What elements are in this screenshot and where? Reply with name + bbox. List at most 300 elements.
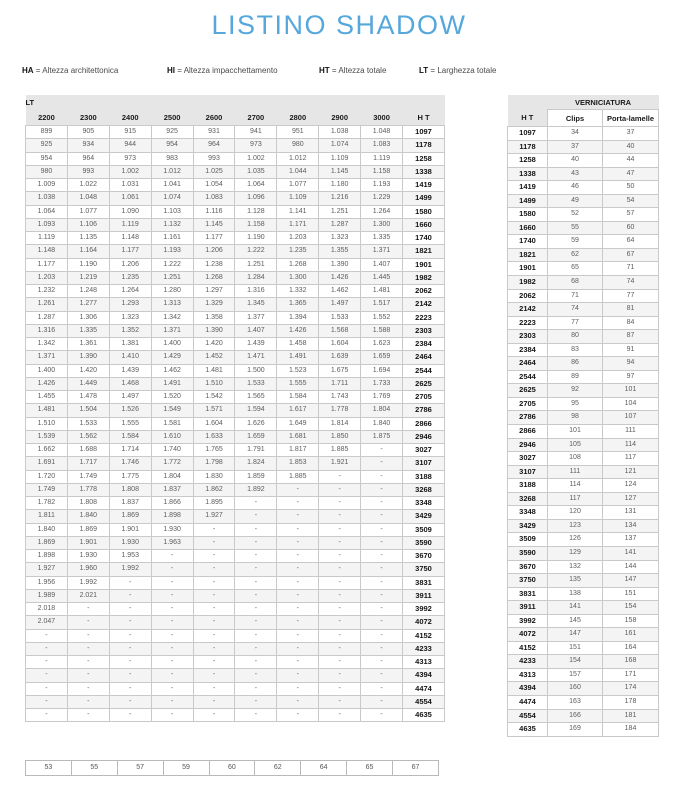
- price-cell: 2.021: [67, 589, 109, 602]
- price-cell: -: [193, 656, 235, 669]
- price-cell: 1.371: [361, 245, 403, 258]
- price-cell: 1.711: [319, 377, 361, 390]
- verniciatura-cell: 145: [548, 614, 603, 628]
- ht-cell: 3348: [403, 497, 445, 510]
- ht-cell: 3750: [403, 563, 445, 576]
- price-cell: -: [67, 656, 109, 669]
- price-cell: 1.371: [26, 351, 68, 364]
- price-cell: -: [193, 669, 235, 682]
- price-row: [26, 470, 445, 483]
- price-row: [26, 285, 445, 298]
- price-cell: -: [277, 642, 319, 655]
- price-cell: 1.371: [151, 324, 193, 337]
- price-cell: 1.022: [67, 179, 109, 192]
- price-cell: -: [319, 682, 361, 695]
- bottom-strip: [25, 760, 439, 776]
- ht-cell: 3268: [508, 492, 548, 506]
- price-cell: 1.840: [26, 523, 68, 536]
- price-cell: 1.542: [193, 391, 235, 404]
- price-cell: 1.901: [67, 536, 109, 549]
- legend-sep: =: [331, 66, 337, 75]
- price-cell: -: [193, 616, 235, 629]
- price-cell: 1.232: [26, 285, 68, 298]
- price-cell: -: [151, 603, 193, 616]
- ht-cell: 3348: [508, 506, 548, 520]
- ht-cell: 3027: [403, 444, 445, 457]
- verniciatura-table-header: [508, 95, 659, 127]
- price-cell: 2.018: [26, 603, 68, 616]
- price-cell: 1.588: [361, 324, 403, 337]
- price-cell: -: [26, 629, 68, 642]
- price-cell: 1.555: [109, 417, 151, 430]
- price-cell: -: [193, 563, 235, 576]
- verniciatura-cell: 131: [603, 506, 659, 520]
- price-cell: 1.238: [193, 258, 235, 271]
- price-cell: -: [277, 656, 319, 669]
- price-cell: 973: [235, 139, 277, 152]
- price-cell: 1.077: [277, 179, 319, 192]
- price-cell: 1.158: [235, 218, 277, 231]
- price-row: [26, 179, 445, 192]
- price-cell: 1.407: [361, 258, 403, 271]
- price-cell: 1.562: [67, 430, 109, 443]
- ht-cell: 2384: [403, 338, 445, 351]
- price-cell: 1.520: [151, 391, 193, 404]
- price-cell: -: [151, 656, 193, 669]
- ht-cell: 3429: [508, 519, 548, 533]
- verniciatura-cell: 83: [548, 343, 603, 357]
- price-cell: -: [235, 709, 277, 722]
- price-cell: 1.002: [109, 165, 151, 178]
- price-cell: 1.462: [151, 364, 193, 377]
- price-cell: 1.811: [26, 510, 68, 523]
- strip-cell: 59: [163, 761, 209, 776]
- price-cell: -: [319, 497, 361, 510]
- price-cell: -: [193, 629, 235, 642]
- ht-cell: 2866: [403, 417, 445, 430]
- price-cell: -: [151, 629, 193, 642]
- price-row: [26, 576, 445, 589]
- price-cell: 1.355: [319, 245, 361, 258]
- price-cell: 931: [193, 126, 235, 139]
- price-cell: 1.604: [319, 338, 361, 351]
- verniciatura-cell: 101: [548, 425, 603, 439]
- ht-cell: 2142: [508, 303, 548, 317]
- price-cell: -: [26, 695, 68, 708]
- verniciatura-row: [508, 709, 659, 723]
- price-cell: -: [361, 444, 403, 457]
- price-cell: -: [277, 695, 319, 708]
- price-cell: 1.177: [109, 245, 151, 258]
- price-cell: 1.400: [26, 364, 68, 377]
- price-cell: -: [277, 550, 319, 563]
- price-cell: -: [319, 563, 361, 576]
- price-cell: -: [235, 576, 277, 589]
- price-cell: 1.439: [235, 338, 277, 351]
- ht-cell: 1901: [508, 262, 548, 276]
- price-cell: 1.853: [277, 457, 319, 470]
- price-cell: 1.044: [277, 165, 319, 178]
- price-cell: -: [319, 603, 361, 616]
- verniciatura-cell: 137: [603, 533, 659, 547]
- price-row: [26, 218, 445, 231]
- price-cell: 1.335: [67, 324, 109, 337]
- strip-cell: 60: [209, 761, 255, 776]
- price-cell: 1.135: [67, 232, 109, 245]
- verniciatura-row: [508, 289, 659, 303]
- price-row: [26, 271, 445, 284]
- price-cell: -: [193, 642, 235, 655]
- price-cell: 1.323: [109, 311, 151, 324]
- price-cell: -: [109, 576, 151, 589]
- price-cell: 1.956: [26, 576, 68, 589]
- price-cell: 1.510: [26, 417, 68, 430]
- price-cell: 915: [109, 126, 151, 139]
- price-cell: 1.814: [319, 417, 361, 430]
- price-cell: 1.009: [26, 179, 68, 192]
- verniciatura-cell: 57: [603, 208, 659, 222]
- ht-cell: 2866: [508, 425, 548, 439]
- price-cell: 1.594: [235, 404, 277, 417]
- verniciatura-cell: 40: [603, 140, 659, 154]
- ht-cell: 3509: [508, 533, 548, 547]
- price-cell: -: [235, 669, 277, 682]
- price-row: [26, 550, 445, 563]
- verniciatura-cell: 157: [548, 668, 603, 682]
- price-cell: 1.093: [26, 218, 68, 231]
- verniciatura-cell: 67: [603, 248, 659, 262]
- price-cell: 1.749: [26, 483, 68, 496]
- price-row: [26, 444, 445, 457]
- verniciatura-row: [508, 235, 659, 249]
- price-cell: 1.145: [319, 165, 361, 178]
- price-cell: -: [26, 642, 68, 655]
- ht-cell: 2303: [403, 324, 445, 337]
- legend-item-ht: [319, 66, 386, 75]
- price-cell: -: [361, 536, 403, 549]
- price-cell: 1.953: [109, 550, 151, 563]
- price-cell: -: [193, 589, 235, 602]
- price-row: [26, 126, 445, 139]
- price-cell: 1.377: [235, 311, 277, 324]
- price-cell: 1.313: [151, 298, 193, 311]
- price-cell: 1.048: [67, 192, 109, 205]
- price-cell: 1.248: [67, 285, 109, 298]
- strip-cell: 57: [117, 761, 163, 776]
- price-row: [26, 682, 445, 695]
- price-cell: 1.898: [151, 510, 193, 523]
- price-row: [26, 709, 445, 722]
- price-cell: 1.824: [235, 457, 277, 470]
- verniciatura-cell: 71: [548, 289, 603, 303]
- ht-cell: 2303: [508, 330, 548, 344]
- price-cell: 1.992: [67, 576, 109, 589]
- verniciatura-column-porta-lamelle: Porta-lamelle: [603, 110, 659, 127]
- price-cell: 1.927: [193, 510, 235, 523]
- price-cell: -: [235, 497, 277, 510]
- price-cell: 1.691: [26, 457, 68, 470]
- price-cell: 1.804: [151, 470, 193, 483]
- price-cell: -: [235, 642, 277, 655]
- price-cell: 1.161: [151, 232, 193, 245]
- price-cell: -: [109, 603, 151, 616]
- price-cell: 1.148: [109, 232, 151, 245]
- price-cell: 1.869: [67, 523, 109, 536]
- verniciatura-title-row: [508, 95, 659, 110]
- price-cell: 1.193: [361, 179, 403, 192]
- price-cell: 1.035: [235, 165, 277, 178]
- ht-cell: 4474: [508, 695, 548, 709]
- price-cell: 944: [109, 139, 151, 152]
- price-cell: 1.077: [67, 205, 109, 218]
- verniciatura-row: [508, 248, 659, 262]
- price-cell: 1.361: [67, 338, 109, 351]
- ht-cell: 3509: [403, 523, 445, 536]
- verniciatura-cell: 52: [548, 208, 603, 222]
- ht-cell: 1740: [403, 232, 445, 245]
- price-cell: 1.280: [151, 285, 193, 298]
- price-cell: 1.714: [109, 444, 151, 457]
- verniciatura-cell: 123: [548, 519, 603, 533]
- price-cell: 1.840: [361, 417, 403, 430]
- price-cell: -: [361, 709, 403, 722]
- legend-desc-lt: Larghezza totale: [437, 66, 497, 75]
- verniciatura-row: [508, 655, 659, 669]
- price-cell: -: [319, 616, 361, 629]
- verniciatura-column-clips: Clips: [548, 110, 603, 127]
- price-cell: 1.491: [151, 377, 193, 390]
- price-row: [26, 430, 445, 443]
- price-cell: 1.206: [193, 245, 235, 258]
- price-cell: 1.358: [193, 311, 235, 324]
- ht-cell: 2464: [403, 351, 445, 364]
- price-cell: 1.119: [361, 152, 403, 165]
- legend-sep: =: [430, 66, 436, 75]
- price-cell: 1.471: [235, 351, 277, 364]
- verniciatura-cell: 95: [548, 397, 603, 411]
- ht-cell: 3911: [508, 601, 548, 615]
- price-cell: 1.778: [67, 483, 109, 496]
- ht-cell: 1580: [403, 205, 445, 218]
- price-cell: -: [319, 576, 361, 589]
- price-cell: 1.390: [193, 324, 235, 337]
- ht-cell: 3268: [403, 483, 445, 496]
- ht-cell: 1419: [403, 179, 445, 192]
- price-row: [26, 536, 445, 549]
- price-row: [26, 656, 445, 669]
- ht-cell: 1821: [403, 245, 445, 258]
- verniciatura-cell: 104: [603, 397, 659, 411]
- price-cell: 1.216: [319, 192, 361, 205]
- price-row: [26, 258, 445, 271]
- price-cell: 1.109: [319, 152, 361, 165]
- price-cell: 1.064: [26, 205, 68, 218]
- verniciatura-cell: 178: [603, 695, 659, 709]
- price-cell: 1.746: [109, 457, 151, 470]
- price-cell: 1.468: [109, 377, 151, 390]
- price-cell: -: [319, 709, 361, 722]
- ht-cell: 2625: [403, 377, 445, 390]
- price-cell: 1.617: [277, 404, 319, 417]
- ht-cell: 4072: [508, 628, 548, 642]
- price-cell: 1.251: [319, 205, 361, 218]
- ht-cell: 1338: [403, 165, 445, 178]
- price-cell: 1.390: [319, 258, 361, 271]
- price-cell: 1.064: [235, 179, 277, 192]
- price-cell: -: [235, 695, 277, 708]
- price-cell: 1.429: [151, 351, 193, 364]
- price-cell: 1.930: [151, 523, 193, 536]
- price-cell: -: [193, 682, 235, 695]
- price-cell: -: [67, 709, 109, 722]
- price-cell: 1.840: [67, 510, 109, 523]
- price-cell: 1.222: [151, 258, 193, 271]
- price-cell: 1.765: [193, 444, 235, 457]
- verniciatura-cell: 64: [603, 235, 659, 249]
- legend-sep: =: [35, 66, 41, 75]
- price-cell: 1.342: [26, 338, 68, 351]
- price-cell: 1.012: [151, 165, 193, 178]
- price-cell: -: [361, 510, 403, 523]
- price-row: [26, 563, 445, 576]
- price-cell: 1.268: [193, 271, 235, 284]
- legend-item-hi: [167, 66, 278, 75]
- price-cell: 1.662: [26, 444, 68, 457]
- price-cell: 1.837: [151, 483, 193, 496]
- verniciatura-row: [508, 154, 659, 168]
- price-cell: 1.400: [151, 338, 193, 351]
- price-cell: 1.659: [361, 351, 403, 364]
- price-cell: -: [193, 709, 235, 722]
- verniciatura-cell: 181: [603, 709, 659, 723]
- ht-cell: 4072: [403, 616, 445, 629]
- price-cell: 1.420: [67, 364, 109, 377]
- price-cell: -: [277, 589, 319, 602]
- price-cell: -: [26, 669, 68, 682]
- price-cell: 1.921: [319, 457, 361, 470]
- price-cell: 1.869: [109, 510, 151, 523]
- verniciatura-columns-row: [508, 110, 659, 127]
- price-row: [26, 642, 445, 655]
- ht-cell: 3992: [403, 603, 445, 616]
- price-cell: 1.610: [151, 430, 193, 443]
- price-cell: 1.394: [277, 311, 319, 324]
- ht-cell: 4554: [403, 695, 445, 708]
- price-cell: 1.481: [361, 285, 403, 298]
- verniciatura-cell: 121: [603, 465, 659, 479]
- ht-cell: 3429: [403, 510, 445, 523]
- verniciatura-cell: 86: [548, 357, 603, 371]
- legend-item-ha: [22, 66, 118, 75]
- price-cell: -: [319, 550, 361, 563]
- ht-cell: 4474: [403, 682, 445, 695]
- price-cell: 1.584: [277, 391, 319, 404]
- strip-cell: 65: [347, 761, 393, 776]
- verniciatura-cell: 68: [548, 276, 603, 290]
- ht-cell: 2384: [508, 343, 548, 357]
- price-cell: -: [361, 563, 403, 576]
- price-cell: -: [151, 695, 193, 708]
- price-cell: 1.455: [26, 391, 68, 404]
- price-cell: -: [319, 470, 361, 483]
- price-cell: 1.316: [26, 324, 68, 337]
- price-cell: -: [67, 642, 109, 655]
- ht-cell: 3107: [403, 457, 445, 470]
- verniciatura-row: [508, 276, 659, 290]
- price-cell: 1.335: [361, 232, 403, 245]
- verniciatura-row: [508, 601, 659, 615]
- price-cell: 1.090: [109, 205, 151, 218]
- price-cell: 899: [26, 126, 68, 139]
- price-cell: 1.694: [361, 364, 403, 377]
- price-cell: 954: [151, 139, 193, 152]
- price-cell: 1.103: [151, 205, 193, 218]
- price-cell: -: [235, 629, 277, 642]
- verniciatura-cell: 124: [603, 479, 659, 493]
- verniciatura-cell: 74: [603, 276, 659, 290]
- price-cell: 1.798: [193, 457, 235, 470]
- price-cell: 1.930: [67, 550, 109, 563]
- price-cell: -: [319, 483, 361, 496]
- price-cell: 1.316: [235, 285, 277, 298]
- ht-cell: 4394: [508, 682, 548, 696]
- price-cell: -: [67, 669, 109, 682]
- price-row: [26, 324, 445, 337]
- price-cell: -: [277, 709, 319, 722]
- verniciatura-row: [508, 167, 659, 181]
- ht-cell: 2062: [403, 285, 445, 298]
- price-cell: 964: [67, 152, 109, 165]
- price-cell: -: [151, 616, 193, 629]
- price-cell: 1.623: [361, 338, 403, 351]
- verniciatura-cell: 154: [548, 655, 603, 669]
- price-cell: -: [193, 576, 235, 589]
- price-row: [26, 205, 445, 218]
- price-cell: 1.555: [277, 377, 319, 390]
- column-header: 2700: [235, 109, 277, 126]
- verniciatura-cell: 37: [548, 140, 603, 154]
- verniciatura-cell: 50: [603, 181, 659, 195]
- price-cell: 1.927: [26, 563, 68, 576]
- ht-cell: 3992: [508, 614, 548, 628]
- verniciatura-cell: 98: [548, 411, 603, 425]
- price-cell: 1.510: [193, 377, 235, 390]
- price-cell: -: [151, 550, 193, 563]
- column-header: 2800: [277, 109, 319, 126]
- price-cell: -: [109, 669, 151, 682]
- column-header: 2900: [319, 109, 361, 126]
- verniciatura-cell: 151: [548, 641, 603, 655]
- price-cell: -: [235, 656, 277, 669]
- price-cell: -: [109, 642, 151, 655]
- price-cell: -: [109, 695, 151, 708]
- legend-abbr-lt: LT: [419, 66, 429, 75]
- verniciatura-cell: 80: [548, 330, 603, 344]
- ht-cell: 3670: [403, 550, 445, 563]
- price-cell: -: [26, 656, 68, 669]
- price-cell: 1.365: [277, 298, 319, 311]
- verniciatura-cell: 55: [548, 221, 603, 235]
- verniciatura-row: [508, 695, 659, 709]
- price-cell: 934: [67, 139, 109, 152]
- price-cell: -: [67, 616, 109, 629]
- price-cell: -: [277, 536, 319, 549]
- price-cell: -: [109, 682, 151, 695]
- price-cell: 1.804: [361, 404, 403, 417]
- price-cell: 1.526: [109, 404, 151, 417]
- ht-cell: 4554: [508, 709, 548, 723]
- price-cell: 1.025: [193, 165, 235, 178]
